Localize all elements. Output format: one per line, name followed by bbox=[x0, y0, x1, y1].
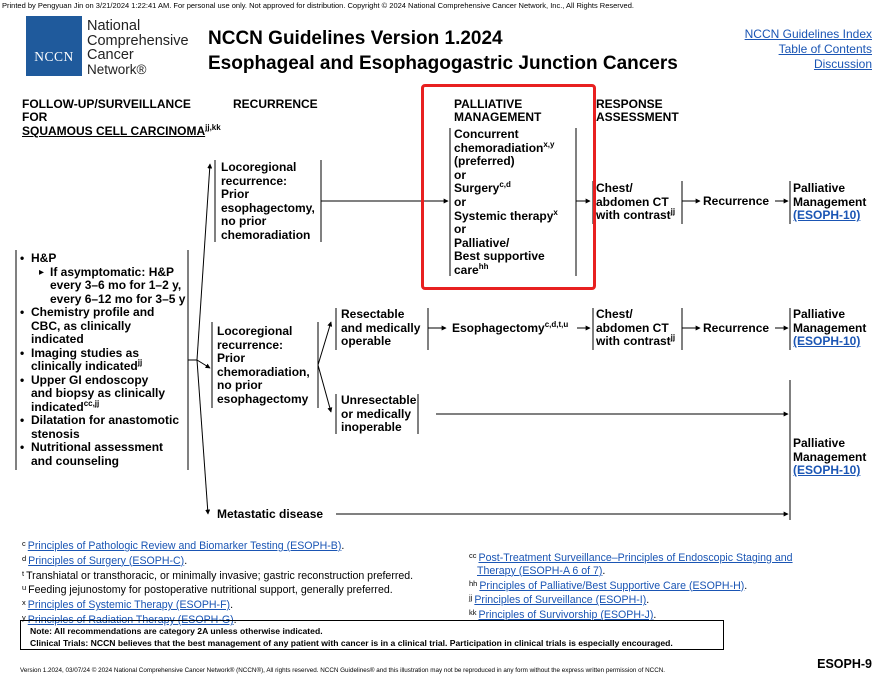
list-line: • Chemistry profile and bbox=[31, 305, 155, 319]
footnote-text: Feeding jejunostomy for postoperative nutritional support, generally preferred. bbox=[28, 584, 393, 597]
header-line: FOR bbox=[22, 110, 48, 124]
cell-line: Management bbox=[793, 320, 867, 335]
footnote bbox=[469, 578, 793, 593]
highlight-box bbox=[421, 84, 596, 290]
version-footer: Version 1.2024, 03/07/24 © 2024 National Comprehensive Cancer Network® (NCCN®), All rights reserved. NCCN Guidelines® and this illustration may not be reproduced in any form without the express written permission of NCCN. bbox=[20, 667, 666, 674]
superscript: x,y bbox=[543, 139, 555, 149]
chest-ct-1 bbox=[596, 182, 675, 223]
cell-line: Chest/ bbox=[596, 307, 633, 321]
list-line: and counseling bbox=[31, 453, 120, 468]
list-line: • Dilatation for anastomotic bbox=[31, 413, 180, 427]
note-line: Note: All recommendations are category 2A unless otherwise indicated. bbox=[30, 626, 323, 636]
sub-line: ▸ If asymptomatic: H&P bbox=[50, 264, 175, 279]
logo-abbr: NCCN bbox=[34, 49, 74, 64]
footnote-link[interactable]: Principles of Surgery (ESOPH-C) bbox=[28, 554, 185, 567]
footnote-link[interactable]: Principles of Palliative/Best Supportive Care (ESOPH-H) bbox=[479, 579, 745, 592]
list-item bbox=[20, 374, 185, 415]
footnote-trail: . bbox=[646, 594, 650, 607]
footnote bbox=[22, 568, 413, 583]
footnote-label: cc bbox=[469, 551, 477, 560]
printed-note: Printed by Pengyuan Jin on 3/21/2024 1:22:41 AM. For personal use only. Not approved for distribution. Copyright © 2024 National Comprehensive Cancer Network, Inc., All Rights Reserved. bbox=[2, 1, 634, 10]
footnote-label: t bbox=[22, 568, 25, 578]
list-line: indicated bbox=[31, 399, 84, 414]
footnote-label: hh bbox=[469, 578, 478, 588]
list-line: CBC, as clinically bbox=[31, 318, 132, 333]
superscript: jj bbox=[137, 358, 143, 367]
header-line: PALLIATIVE bbox=[454, 97, 523, 111]
superscript: jj,kk bbox=[205, 123, 221, 132]
footnote bbox=[469, 592, 793, 607]
cell-line: Prior bbox=[217, 351, 246, 366]
list-item bbox=[20, 414, 185, 441]
cell-line: abdomen CT bbox=[596, 320, 669, 335]
list-line: clinically indicated bbox=[31, 359, 138, 373]
footnote-trail: . bbox=[653, 609, 657, 622]
option-line: Best supportive bbox=[454, 249, 545, 264]
superscript: cc,jj bbox=[83, 398, 100, 408]
table-of-contents-link[interactable]: Table of Contents bbox=[778, 42, 872, 56]
cell-line: or medically bbox=[341, 406, 412, 421]
locoregional-recurrence-2 bbox=[217, 325, 310, 407]
recurrence-label-1: Recurrence bbox=[703, 194, 770, 208]
cell-line: inoperable bbox=[341, 420, 402, 435]
cell-line: Unresectable bbox=[341, 393, 417, 407]
list-item bbox=[20, 347, 185, 374]
option-line: Palliative/ bbox=[454, 235, 510, 250]
cell-line: Locoregional bbox=[217, 324, 293, 338]
cell-line: recurrence: bbox=[217, 337, 284, 352]
superscript: x bbox=[553, 207, 558, 217]
list-line: • Imaging studies as bbox=[31, 345, 140, 360]
note-box bbox=[20, 620, 724, 650]
arrow-to-resectable bbox=[318, 322, 331, 365]
footnote-trail: . bbox=[230, 599, 234, 612]
esophagectomy bbox=[452, 322, 568, 336]
header-line: RESPONSE bbox=[596, 97, 663, 111]
logo-line: Cancer bbox=[87, 47, 134, 63]
footnote bbox=[22, 553, 413, 568]
cell-line: Palliative bbox=[793, 181, 846, 195]
list-line: and biopsy as clinically bbox=[31, 386, 166, 400]
cell-line: Esophagectomy bbox=[452, 321, 545, 335]
option-line: (preferred) bbox=[454, 154, 515, 169]
header-line: FOLLOW-UP/SURVEILLANCE bbox=[22, 97, 191, 111]
cell-line: Palliative bbox=[793, 307, 846, 321]
logo-line: Comprehensive bbox=[87, 32, 189, 49]
footnote bbox=[22, 582, 413, 597]
header-line: ASSESSMENT bbox=[596, 110, 679, 124]
footnotes-right bbox=[469, 550, 793, 622]
cell-line: no prior bbox=[221, 214, 267, 229]
metastatic-disease: Metastatic disease bbox=[217, 507, 324, 521]
cell-line: Prior bbox=[221, 187, 250, 202]
footnote-link[interactable]: Principles of Systemic Therapy (ESOPH-F) bbox=[27, 599, 231, 612]
arrow-to-metastatic bbox=[197, 360, 208, 514]
unresectable-box bbox=[341, 394, 416, 435]
option-line: Surgery bbox=[454, 181, 500, 196]
footnote bbox=[22, 538, 413, 553]
esoph10-link[interactable]: (ESOPH-10) bbox=[793, 334, 861, 349]
or-label: or bbox=[454, 167, 466, 182]
esoph10-link[interactable]: (ESOPH-10) bbox=[793, 208, 861, 223]
esoph10-link[interactable]: (ESOPH-10) bbox=[793, 463, 861, 478]
page-title: NCCN Guidelines Version 1.2024 bbox=[208, 28, 503, 49]
locoregional-recurrence-1 bbox=[221, 161, 315, 243]
list-line: • Upper GI endoscopy bbox=[31, 372, 149, 387]
sub-item bbox=[31, 266, 185, 307]
squamous-cell-link[interactable]: SQUAMOUS CELL CARCINOMA bbox=[22, 124, 206, 138]
footnote-label: y bbox=[22, 612, 26, 622]
footnote-label: c bbox=[22, 539, 26, 548]
footnote-link[interactable]: Principles of Radiation Therapy (ESOPH-G) bbox=[27, 613, 234, 626]
footnote-label: u bbox=[22, 583, 27, 593]
cell-line: recurrence: bbox=[221, 173, 288, 188]
option-line: chemoradiation bbox=[454, 140, 544, 155]
cell-line: and medically bbox=[341, 320, 421, 335]
option-line: care bbox=[454, 262, 479, 277]
surveillance-list bbox=[20, 252, 185, 468]
page-code: ESOPH-9 bbox=[817, 657, 872, 671]
cell-line: Management bbox=[793, 194, 867, 209]
arrow-to-loco1 bbox=[197, 164, 210, 360]
guidelines-index-link[interactable]: NCCN Guidelines Index bbox=[744, 27, 872, 41]
footnote-link[interactable]: Principles of Pathologic Review and Biomarker Testing (ESOPH-B) bbox=[27, 540, 342, 552]
arrow-to-unresectable bbox=[318, 365, 331, 412]
list-line: • Nutritional assessment bbox=[31, 440, 164, 454]
footnote-text: Transhiatal or transthoracic, or minimally invasive; gastric reconstruction preferred. bbox=[26, 569, 414, 582]
cell-line: Palliative bbox=[793, 436, 846, 450]
note-line: Clinical Trials: NCCN believes that the best management of any patient with cancer is in a clinical trial. Participation in clinical trials is especially encouraged. bbox=[30, 638, 673, 648]
footnote-trail: . bbox=[744, 579, 748, 592]
superscript: jj bbox=[670, 207, 676, 217]
palliative-management-3 bbox=[793, 437, 866, 478]
footnote bbox=[469, 550, 793, 565]
cell-line: esophagectomy, bbox=[221, 200, 315, 215]
cell-line: abdomen CT bbox=[596, 194, 669, 209]
footnote-link[interactable]: Post-Treatment Surveillance–Principles of Endoscopic Staging and bbox=[478, 552, 793, 564]
footnote-trail: . bbox=[233, 613, 237, 626]
cell-line: operable bbox=[341, 334, 392, 349]
cell-line: chemoradiation bbox=[221, 227, 311, 242]
cell-line: Locoregional bbox=[221, 160, 297, 174]
list-line: stenosis bbox=[31, 426, 80, 441]
recurrence-header: RECURRENCE bbox=[233, 97, 318, 111]
arrow-to-loco2 bbox=[197, 360, 210, 368]
resectable-box bbox=[341, 308, 420, 349]
cell-line: esophagectomy bbox=[217, 391, 309, 406]
option-line: Systemic therapy bbox=[454, 208, 554, 223]
footnote bbox=[22, 597, 413, 612]
superscript: c,d bbox=[499, 180, 511, 190]
footnote-label: jj bbox=[469, 593, 473, 603]
recurrence-label-2: Recurrence bbox=[703, 321, 770, 335]
sub-line: every 6–12 mo for 3–5 y bbox=[50, 291, 186, 306]
or-label: or bbox=[454, 194, 466, 209]
header-line: MANAGEMENT bbox=[454, 110, 542, 124]
superscript: jj bbox=[670, 333, 676, 343]
chest-ct-2 bbox=[596, 308, 675, 349]
superscript: hh bbox=[478, 261, 489, 271]
list-item bbox=[20, 306, 185, 347]
footnote-label: d bbox=[22, 553, 27, 563]
logo-line: Network® bbox=[87, 61, 147, 77]
logo-line: National bbox=[87, 18, 141, 34]
or-label: or bbox=[454, 222, 466, 237]
list-item-text: H&P bbox=[31, 251, 57, 265]
footnote bbox=[469, 565, 793, 578]
list-item bbox=[20, 441, 185, 468]
footnote-label: kk bbox=[469, 608, 477, 618]
cell-line: Resectable bbox=[341, 307, 405, 321]
superscript: c,d,t,u bbox=[544, 320, 569, 329]
footnote-label: x bbox=[22, 598, 26, 608]
option-line: Concurrent bbox=[454, 127, 519, 141]
list-item bbox=[20, 252, 185, 306]
footnote-link[interactable]: Principles of Survivorship (ESOPH-J) bbox=[478, 609, 654, 622]
palliative-management-1 bbox=[793, 182, 866, 223]
footnote-trail: . bbox=[184, 554, 188, 567]
list-line: indicated bbox=[31, 332, 84, 346]
footnote-trail: . bbox=[341, 540, 345, 552]
footnote-link[interactable]: Therapy (ESOPH-A 6 of 7) bbox=[477, 564, 603, 577]
sub-line: every 3–6 mo for 1–2 y, bbox=[50, 278, 182, 292]
cell-line: Chest/ bbox=[596, 181, 633, 195]
footnotes-left bbox=[22, 538, 413, 627]
cell-line: Management bbox=[793, 449, 867, 464]
footnote-trail: . bbox=[602, 564, 606, 577]
discussion-link[interactable]: Discussion bbox=[813, 57, 872, 71]
footnote-link[interactable]: Principles of Surveillance (ESOPH-I) bbox=[474, 594, 647, 607]
cell-line: chemoradiation, bbox=[217, 364, 310, 379]
cell-line: no prior bbox=[217, 378, 263, 393]
cell-line: with contrast bbox=[596, 208, 671, 223]
page-subtitle: Esophageal and Esophagogastric Junction Cancers bbox=[208, 53, 678, 74]
cell-line: with contrast bbox=[596, 334, 671, 349]
palliative-management-2 bbox=[793, 308, 866, 349]
